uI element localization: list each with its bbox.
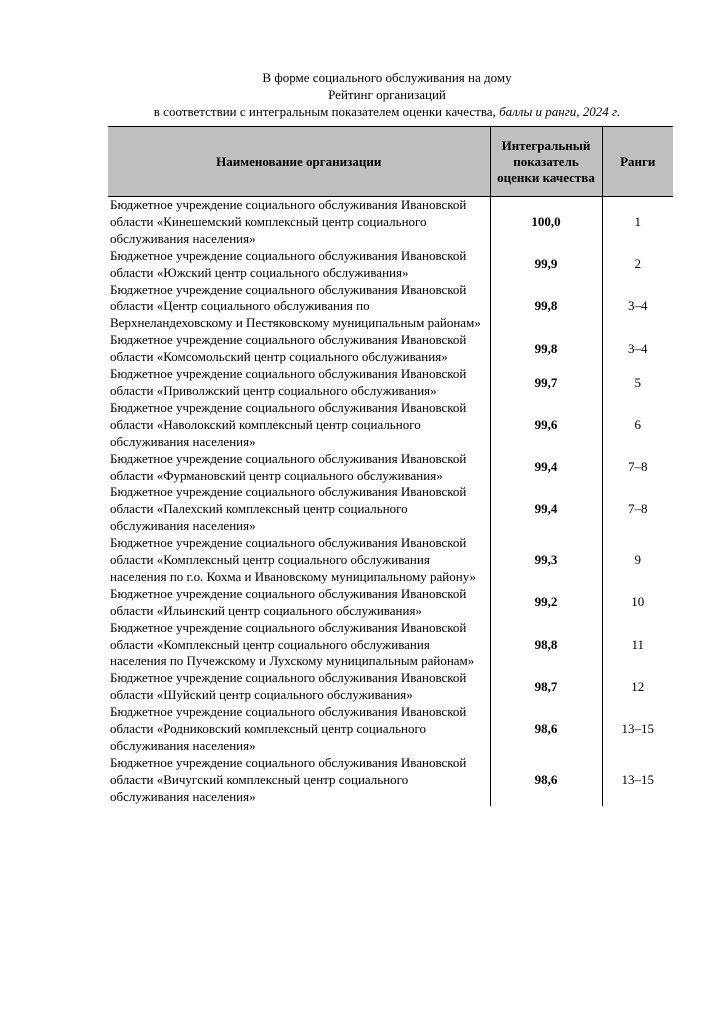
table-row — [108, 586, 673, 620]
table-row — [108, 332, 673, 366]
column-header-name: Наименование организации — [108, 127, 490, 197]
header-line-2: Рейтинг организаций — [328, 87, 446, 102]
score-cell: 99,9 — [490, 248, 602, 282]
header-line-3 — [110, 103, 664, 120]
org-name-cell: Бюджетное учреждение социального обслуживания Ивановской области «Палехский комплексный центр социального обслуживания населения» — [110, 484, 467, 534]
rank-cell: 9 — [634, 552, 641, 568]
table-row — [108, 282, 673, 333]
table-row — [108, 755, 673, 806]
score-cell: 99,8 — [490, 332, 602, 366]
org-name-cell: Бюджетное учреждение социального обслуживания Ивановской области «Комплексный центр социального обслуживания населения по г.о. Кохма и Ивановскому муниципальному району» — [110, 535, 477, 584]
score-cell: 99,7 — [490, 366, 602, 400]
table-row — [108, 366, 673, 400]
rank-cell: 7–8 — [628, 459, 648, 475]
score-cell: 99,4 — [490, 484, 602, 535]
header-row — [108, 127, 673, 197]
rank-cell: 5 — [634, 374, 641, 390]
score-cell: 99,8 — [490, 282, 602, 333]
table-row — [108, 620, 673, 671]
table-row — [108, 704, 673, 755]
rank-cell: 13–15 — [621, 771, 654, 787]
rank-cell: 7–8 — [628, 501, 648, 517]
rank-cell: 10 — [631, 594, 645, 610]
rank-cell: 6 — [634, 416, 641, 432]
score-cell: 98,6 — [490, 755, 602, 806]
score-cell: 100,0 — [490, 197, 602, 248]
table-row — [108, 535, 673, 586]
header-line-3-text: в соответствии с интегральным показателем оценки качества, — [153, 104, 500, 119]
rank-cell: 1 — [634, 213, 641, 229]
rating-table — [108, 126, 673, 806]
score-cell: 99,2 — [490, 586, 602, 620]
document-header — [110, 69, 664, 120]
rank-cell: 2 — [634, 256, 641, 272]
column-header-score: Интегральный показатель оценки качества — [490, 127, 602, 197]
column-header-rank: Ранги — [602, 127, 673, 197]
score-cell: 99,3 — [490, 535, 602, 586]
table-body — [108, 197, 673, 806]
rank-cell: 11 — [631, 636, 645, 652]
org-name-cell: Бюджетное учреждение социального обслуживания Ивановской области «Наволокский комплексный центр социального обслуживания населения» — [110, 399, 467, 449]
table-row — [108, 248, 673, 282]
org-name-cell: Бюджетное учреждение социального обслуживания Ивановской области «Фурмановский центр социального обслуживания» — [110, 450, 467, 483]
table-row — [108, 451, 673, 485]
rank-cell: 3–4 — [628, 298, 648, 314]
org-name-cell: Бюджетное учреждение социального обслуживания Ивановской области «Кинешемский комплексный центр социального обслуживания населения» — [110, 197, 467, 246]
header-line-1: В форме социального обслуживания на дому — [262, 70, 512, 85]
score-cell: 98,7 — [490, 670, 602, 704]
org-name-cell: Бюджетное учреждение социального обслуживания Ивановской области «Шуйский центр социального обслуживания» — [110, 670, 467, 703]
header-line-3-units: баллы и ранги, 2024 г. — [499, 104, 621, 119]
table-row — [108, 670, 673, 704]
table-row — [108, 484, 673, 535]
score-cell: 99,6 — [490, 400, 602, 451]
org-name-cell: Бюджетное учреждение социального обслуживания Ивановской области «Центр социального обслуживания по Верхнеландеховскому и Пестяковскому муниципальным районам» — [110, 281, 481, 331]
org-name-cell: Бюджетное учреждение социального обслуживания Ивановской области «Ильинский центр социального обслуживания» — [110, 585, 467, 618]
org-name-cell: Бюджетное учреждение социального обслуживания Ивановской области «Южский центр социального обслуживания» — [110, 247, 467, 280]
score-cell: 98,8 — [490, 620, 602, 671]
table-row — [108, 197, 673, 248]
org-name-cell: Бюджетное учреждение социального обслуживания Ивановской области «Родниковский комплексный центр социального обслуживания населения» — [110, 704, 467, 753]
org-name-cell: Бюджетное учреждение социального обслуживания Ивановской области «Комплексный центр социального обслуживания населения по Пучежскому и Лухскому муниципальным районам» — [110, 619, 475, 669]
rank-cell: 12 — [631, 678, 645, 694]
org-name-cell: Бюджетное учреждение социального обслуживания Ивановской области «Вичугский комплексный центр социального обслуживания населения» — [110, 754, 467, 804]
score-cell: 98,6 — [490, 704, 602, 755]
org-name-cell: Бюджетное учреждение социального обслуживания Ивановской области «Приволжский центр социального обслуживания» — [110, 366, 467, 398]
score-cell: 99,4 — [490, 451, 602, 485]
rank-cell: 3–4 — [628, 340, 648, 356]
table-row — [108, 400, 673, 451]
table-header — [108, 127, 673, 197]
org-name-cell: Бюджетное учреждение социального обслуживания Ивановской области «Комсомольский центр социального обслуживания» — [110, 332, 467, 365]
rank-cell: 13–15 — [621, 721, 654, 737]
